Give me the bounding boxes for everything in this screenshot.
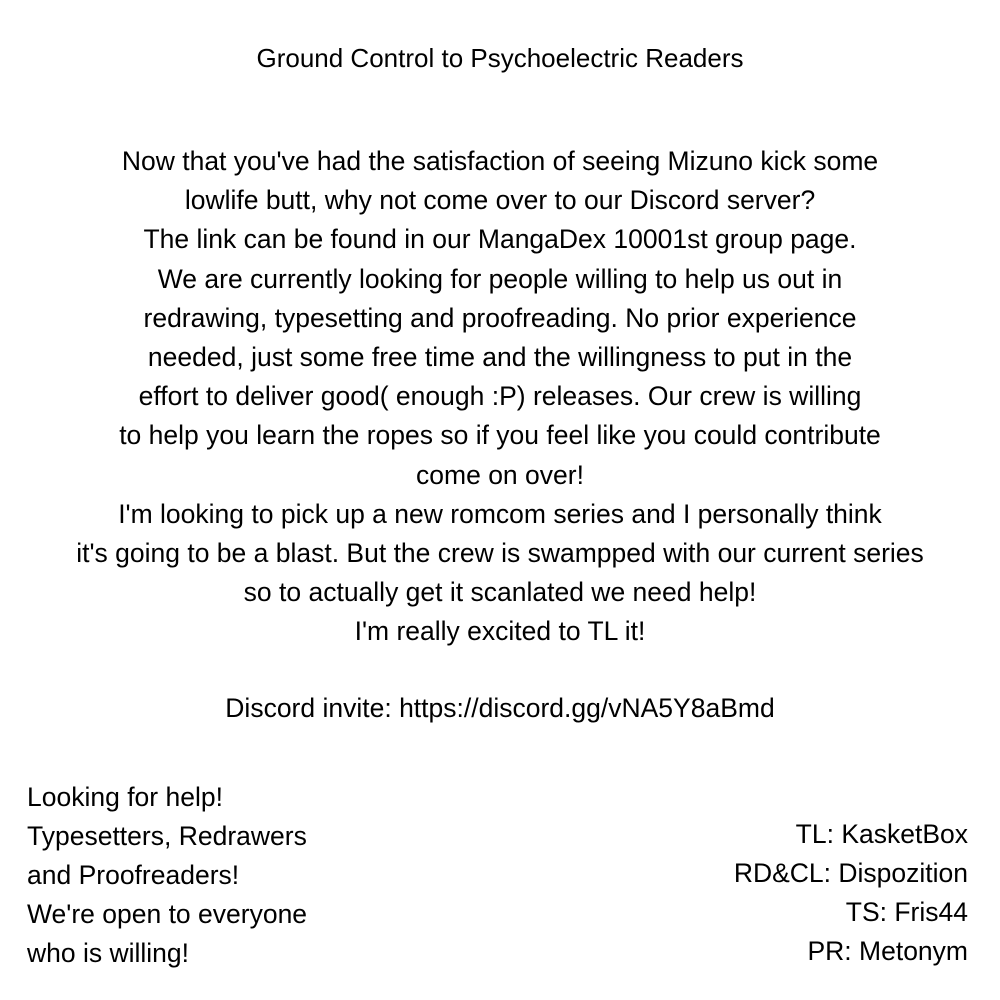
body-line: it's going to be a blast. But the crew is swampped with our current series xyxy=(76,538,924,569)
credits-block xyxy=(508,815,968,971)
discord-invite: Discord invite: https://discord.gg/vNA5Y8aBmd xyxy=(225,693,775,723)
help-line: who is willing! xyxy=(27,938,190,968)
credit-rd-cl: RD&CL: Dispozition xyxy=(733,858,968,888)
body-line: needed, just some free time and the willingness to put in the xyxy=(147,342,853,373)
credit-ts: TS: Fris44 xyxy=(845,897,968,927)
body-text xyxy=(20,142,980,652)
body-line: We are currently looking for people willing to help us out in xyxy=(157,263,843,294)
body-line: Now that you've had the satisfaction of seeing Mizuno kick some xyxy=(121,146,879,176)
help-line: and Proofreaders! xyxy=(27,860,240,890)
page-title: Ground Control to Psychoelectric Readers xyxy=(256,43,744,73)
help-line: We're open to everyone xyxy=(27,899,308,929)
body-line: The link can be found in our MangaDex 10001st group page. xyxy=(143,224,857,255)
body-line: redrawing, typesetting and proofreading. No prior experience xyxy=(143,302,857,333)
body-line: I'm looking to pick up a new romcom series and I personally think xyxy=(118,498,882,529)
help-line: Typesetters, Redrawers xyxy=(27,821,307,851)
help-line: Looking for help! xyxy=(27,782,223,812)
body-line: I'm really excited to TL it! xyxy=(354,616,646,647)
body-line: come on over! xyxy=(416,459,584,490)
help-wanted-block xyxy=(27,778,487,973)
credit-pr: PR: Metonym xyxy=(807,936,968,966)
body-line: effort to deliver good( enough :P) releases. Our crew is willing xyxy=(138,381,862,412)
credit-tl: TL: KasketBox xyxy=(795,819,968,849)
body-line: lowlife butt, why not come over to our Discord server? xyxy=(184,185,816,216)
body-line: so to actually get it scanlated we need help! xyxy=(243,577,757,608)
body-line: to help you learn the ropes so if you feel like you could contribute xyxy=(119,420,881,451)
